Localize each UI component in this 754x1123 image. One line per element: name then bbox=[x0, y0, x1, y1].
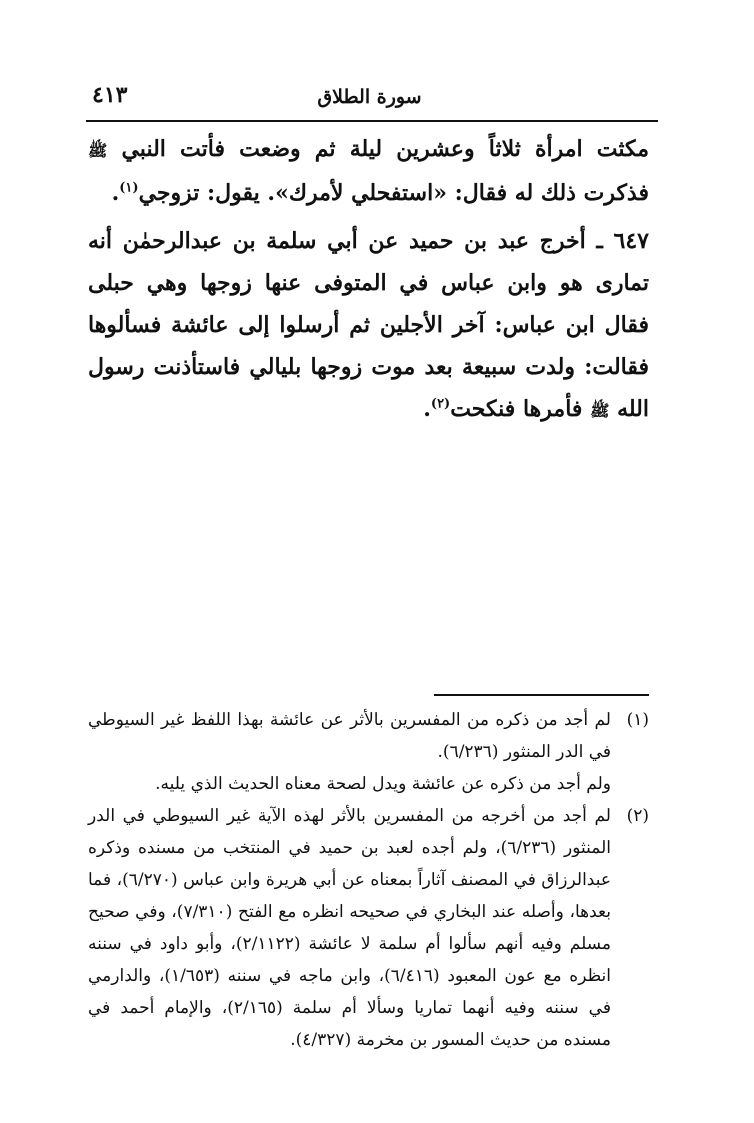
footnote-number: (١) bbox=[626, 710, 649, 730]
paragraph-2-text-a: ٦٤٧ ـ أخرج عبد بن حميد عن أبي سلمة بن عبدالرحمٰن أنه تمارى هو وابن عباس في المتوفى عنها زوجها وهي حبلى فقال ابن عباس: آخر الأجلين ثم أرسلوا إلى عائشة فسألوها فقالت: ولدت سبيعة بعد موت زوجها بليالي فاستأذنت رسول الله bbox=[88, 228, 649, 422]
footnote-number: (٢) bbox=[626, 806, 649, 826]
footnote-ref-2: (٢) bbox=[430, 396, 451, 412]
footnote-1-continuation: ولم أجد من ذكره عن عائشة ويدل لصحة معناه الحديث الذي يليه. bbox=[155, 774, 611, 794]
footnotes bbox=[88, 704, 649, 1056]
main-text bbox=[88, 128, 649, 432]
paragraph-1 bbox=[88, 128, 649, 214]
footnote-1 bbox=[88, 704, 649, 768]
footnote-2 bbox=[88, 800, 649, 1056]
page-number: ٤١٣ bbox=[92, 82, 128, 108]
footnote-text: لم أجد من أخرجه من المفسرين بالأثر لهذه الآية غير السيوطي في الدر المنثور (٦/٢٣٦)، ولم أجده لعبد بن حميد في المنتخب من مسنده وذكره عبدالرزاق في المصنف آثاراً بمعناه عن أبي هريرة وابن عباس (٦/٢٧٠)، فما بعدها، وأصله عند البخاري في صحيحه انظره مع الفتح (٧/٣١٠)، وفي صحيح مسلم وفيه أنهم سألوا أم سلمة لا عائشة (٢/١١٢٢)، وأبو داود في سننه انظره مع عون المعبود (٦/٤١٦)، وابن ماجه في سننه (١/٦٥٣)، والدارمي في سننه وفيه أنهما تماريا وسألا أم سلمة (٢/١٦٥)، والإمام أحمد في مسنده من حديث المسور بن مخرمة (٤/٣٢٧). bbox=[88, 806, 611, 1050]
footnote-text: لم أجد من ذكره من المفسرين بالأثر عن عائشة بهذا اللفظ غير السيوطي في الدر المنثور (٦/٢٣٦). bbox=[88, 710, 611, 762]
surah-title: سورة الطلاق bbox=[317, 86, 422, 108]
paragraph-2-end: . bbox=[423, 396, 431, 422]
page-header bbox=[80, 78, 659, 118]
salutation-glyph: ﷺ bbox=[590, 401, 610, 420]
paragraph-2-text-b: فأمرها فنكحت bbox=[450, 396, 583, 422]
paragraph-1-text-b: فذكرت ذلك له فقال: «استفحلي لأمرك». يقول: تزوجي bbox=[138, 180, 649, 206]
paragraph-1-end: . bbox=[111, 180, 120, 206]
header-divider bbox=[86, 120, 658, 122]
footnote-ref-1: (١) bbox=[119, 180, 139, 196]
salutation-glyph: ﷺ bbox=[88, 141, 108, 160]
paragraph-1-text-a: مكثت امرأة ثلاثاً وعشرين ليلة ثم وضعت فأتت النبي bbox=[121, 136, 649, 162]
footnote-divider bbox=[434, 694, 649, 696]
paragraph-2 bbox=[88, 220, 649, 432]
